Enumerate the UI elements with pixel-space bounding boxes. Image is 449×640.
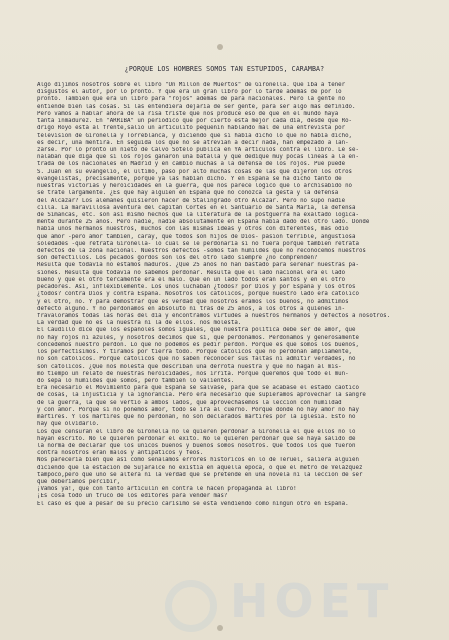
text-line: mo tiempo un relato de nuestras heroicidades, nos irrita. Porque queremos que todo el mun- — [37, 370, 349, 377]
text-line: es decir, una mentira. En seguida los que no se atrevían a decir nada, han empezado a lan- — [37, 139, 349, 146]
text-line: pronto. También que era un libro para "rojos" además de para nacionales. Pero la gente no — [37, 96, 346, 103]
text-line: del Alcázar? Los alemanes quisieron hacer de Stalingrado otro Alcázar. Pero no supo nadie — [37, 197, 346, 204]
text-line: ñalaban que diga que si los rojos ganaron una batalla y que dedique muy pocas líneas a la en- — [37, 154, 359, 161]
text-line: do sepa lo humildes que somos, pero también lo valientes. — [37, 377, 235, 384]
text-line: no hay rojos ni azules, y nosotros decimos que sí, que perdonamos. Perdonamos y generosamente — [37, 334, 359, 341]
text-line: trada de los nacionales en Madrid y en cambio muchas a la defensa de los rojos. Pué puede — [37, 161, 346, 168]
text-line: concedemos nuestro perdón. Lo que no podemos es pedir perdón. Porque es que somos los buenos, — [37, 341, 359, 348]
text-line: drigo Royo está al frente,salió un artículito pequeñin hablando mal de una entrevista por — [37, 125, 346, 132]
text-line: La verdad que no es la nuestra ni la de ellos. nos molesta. — [37, 320, 242, 327]
text-line: disgustos el autor, por lo pronto. Y que era un gran libro por lo tarde además de por lo — [37, 89, 342, 96]
text-line: ¡Vamos ya!, que con tanto artículin en contra le hacen propaganda al libro! — [37, 486, 297, 493]
text-line: siones. Resulta que todavía no sabemos perdonar. Resulta que el lado nacional era el lado — [37, 269, 346, 276]
text-line: de cosas, la injusticia y la ignorancia. Pero era necesario que supiéramos aprovechar la sangre — [37, 392, 366, 399]
text-line: hay que olvidarlo. — [37, 421, 100, 428]
text-line: nuestras victorias y heroicidades en la guerra, que nos parece lógico que lo archisabido no — [37, 183, 353, 190]
text-line: mártires. Y los mártires que no perdonan, no son declarados mártires por la Iglesia. Esto no — [37, 414, 356, 421]
text-line: de la guerra, la que se vertió a ambos lados, que aprovechásemos la lección con humildad — [37, 399, 342, 406]
punch-hole-top — [217, 44, 223, 50]
text-line: tampoco,pero que uno se altera ni la verdad que se pretende en una novela ni la lección de ser — [37, 471, 363, 478]
watermark-logo-icon — [165, 580, 217, 632]
text-line: televisión de Gironella y Torreblanca, y diciendo que si había dicho lo que no había dicho, — [37, 132, 353, 139]
text-line: Pero vamos a hablar ahora de la risa triste que nos produce eso de que en el mundo haya — [37, 110, 339, 117]
text-line: contra nosotros eran malos y antipáticos y feos. — [37, 450, 204, 457]
text-line: pecadores. Así, inflexiblemente. Los unos luchaban ¿todos? por Dios y por España y los otros — [37, 284, 356, 291]
text-line: entiende bien las cosas. Si las entendiera dejaría de ser gente, para ser algo mas definido. — [37, 103, 356, 110]
text-line: El caso es que a pesar de su precio carísimo se está vendiendo como ningún otro en España. — [37, 500, 349, 507]
text-line: Era necesario el Movimiento para que España se salvase, para que se acabase el estado caótico — [37, 385, 359, 392]
text-line: se trate largamente. ¿Es que hay alguien en España que no conozca la gesta y la defensa — [37, 190, 339, 197]
punch-hole-bottom — [217, 625, 223, 631]
text-line: S. Juan en su evangelio, el último, pasó por alto muchas cosas de las que dijeron los otros — [37, 168, 353, 175]
document-title: ¿PORQUE LOS HOMBRES SOMOS TAN ESTUPIDOS, CARAMBA? — [124, 65, 325, 73]
text-line: Nos parecería bien que así como señalamos errores históricos en lo de Teruel, saliera alguien — [37, 457, 359, 464]
text-line: no son católicos. Porque católicos que no saben reconocer sus faltas ni admitir verdades, no — [37, 356, 356, 363]
text-line: zarse. Por lo pronto un nieto de Calvo Sotelo publica en YA artículos contra el libro. Le se- — [37, 146, 359, 153]
text-line: defecto alguno. Y no perdonamos en absoluto ni tras de 25 años, a los otros a quienes in- — [37, 305, 346, 312]
text-line: había unos hermanos nuestros, muchos con las mismas ideas y otros con diferentes, mas odio — [37, 226, 349, 233]
text-line: evangelistas, precisamente, porque ya las habían dicho. Y en España se ha dicho tanto de — [37, 175, 342, 182]
text-line: El Caudillo dice que los españoles somos iguales, que nuestra política debe ser de amor, que — [37, 327, 356, 334]
watermark-text: HOET — [230, 574, 395, 628]
text-line: defectos de la zona nacional. Nuestros defectos -somos tan humildes que no reconocemos nuestros — [37, 248, 366, 255]
text-line: soledades -que retrata Gironella- lo cual se le perdonaría si no fuera porque también retrata — [37, 240, 359, 247]
text-line: Algo dijimos nosotros sobre el libro "Un Millón de Muertos" de Gironella. Que iba a tener — [37, 82, 346, 88]
text-line: y con amor. Porque si no ponemos amor, todo se irá al cuerno. Porque donde no hay amor no hay — [37, 406, 359, 413]
text-line: fravaloramos todas las horas del día y encontramos virtudes a nuestros hermanos y defectos a nosotros. — [37, 313, 391, 319]
text-line: hayan escrito. No le quieren perdonar el éxito. No le quieren perdonar que se haya salido de — [37, 435, 356, 442]
text-line: bueno y que el otro tercamente era el malo. Que en un lado todos eran santos y en el otro — [37, 276, 346, 283]
text-line: cilla. La maravillosa aventura del capitán Cortés en el Santuario de Santa María, la defensa — [37, 204, 356, 211]
text-line: son católicos. ¿Que nos molesta que describan una derrota nuestra y que no hagan al mis- — [37, 363, 342, 370]
text-line: que deberíamos percibir, — [37, 479, 121, 486]
text-line: y el otro, no. Y para demostrar que es verdad que nosotros éramos los buenos, no admitimos — [37, 298, 349, 305]
text-line: mente durante 25 años. Pero nadie, nadie absolutamente en España había dado del otro lado. Donde — [37, 219, 370, 226]
text-line: de Simancas, etc. son así mismo hechos que la literatura de la postguerra ha exaltado lógica- — [37, 211, 359, 218]
document-body — [37, 82, 427, 508]
text-line: la norma de declarar que los únicos buenos y buenos somos nosotros. Que todos los que fueron — [37, 442, 356, 449]
text-line: ¿todos? contra Dios y contra España. Nosotros los católicos, porque nuestro lado era católico — [37, 291, 359, 298]
text-line: que amor -pero amor también, caray, que todos son hijos de Dios- pasión terrible, angustiosa — [37, 233, 356, 240]
text-line: tanta inmadurez. En "ARRIBA" un periódico que por cierto está mejor cada día, desde que Ro- — [37, 118, 353, 125]
text-line: Los que censuran el libro de Gironella no le quieren perdonar a Gironella el que ellos no lo — [37, 428, 356, 435]
text-line: diciendo que la estación de Sujaralce no existía en aquella época, o que el metro de Velázquez — [37, 464, 363, 471]
text-line: Resulta que todavía no estamos maduros. ¿Que 25 años no han bastado para serenar nuestras pa- — [37, 262, 359, 269]
text-line: los perfectísimos. Y tiramos por tierra todo. Porque católicos que no perdonan ampliamente, — [37, 349, 353, 356]
text-line: son defectillos. Los pecados gordos son los del otro lado siempre ¿no comprenden? — [37, 255, 318, 262]
text-line: ¡Es cosa todo un truco de los editores para vender mas? — [37, 493, 228, 500]
